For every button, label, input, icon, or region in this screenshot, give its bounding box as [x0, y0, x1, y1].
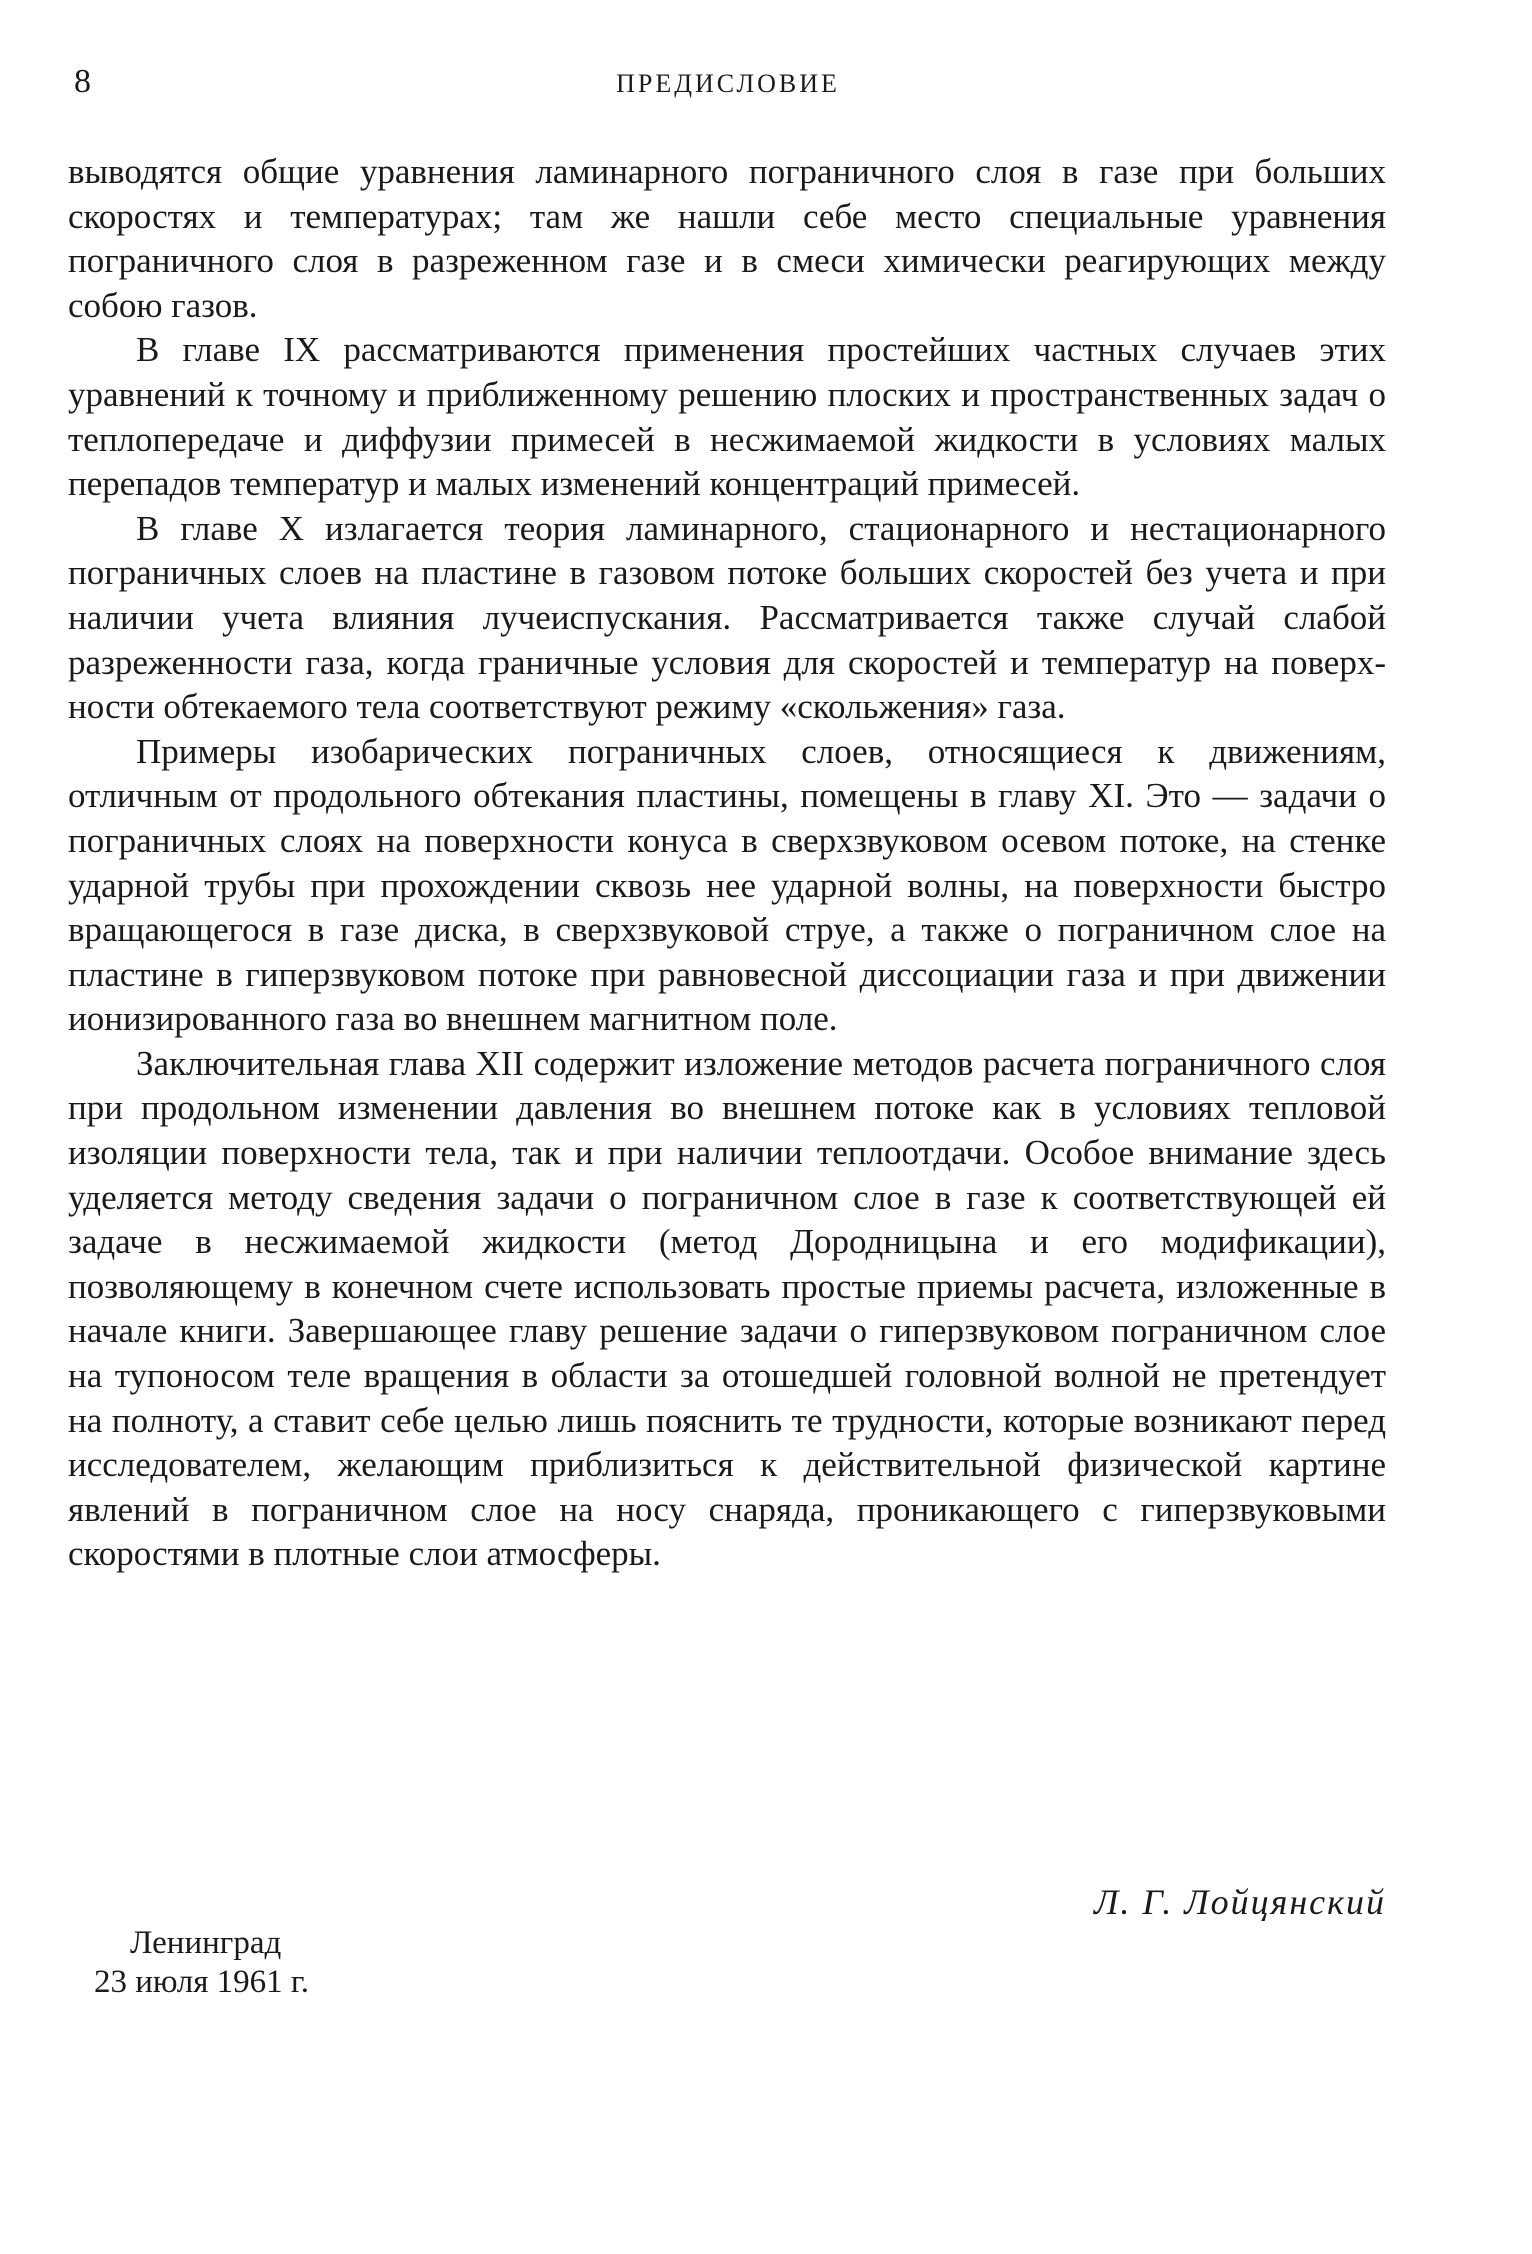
author-signature: Л. Г. Лойцянский	[1094, 1882, 1386, 1922]
running-title: ПРЕДИСЛОВИЕ	[616, 69, 840, 98]
body-text	[68, 150, 1386, 1577]
paragraph-continuation: выводятся общие уравнения ламинарного пограничного слоя в газе при больших скоростях и температурах; там же нашли себе место специальные уравнения пограничного слоя в разреженном газе и в смеси химически реагирующих между собою газов.	[68, 152, 1386, 325]
paragraph-chapter-11: Примеры изобарических пограничных слоев, относящиеся к движениям, отличным от продольного обтекания пластины, помещены в главу XI. Это — задачи о пограничных слоях на поверхности конуса в сверхзвуковом осевом потоке, на стенке ударной трубы при прохождении сквозь нее ударной волны, на поверхности быстро вращающегося в газе диска, в сверхзвуковой струе, а также о пограничном слое на пластине в гиперзвуковом потоке при равновесной диссоциации газа и при движении ионизированного газа во внешнем магнитном поле.	[68, 731, 1386, 1039]
date-line: 23 июля 1961 г.	[94, 1964, 309, 2000]
place-line: Ленинград	[130, 1925, 282, 1961]
paragraph-chapter-10: В главе X излагается теория ламинарного, стационарного и нестационарного пограничных слоев на пластине в газовом потоке больших скоростей без учета и при наличии учета влияния лучеиспускания. Рассматривается также случай слабой разреженности газа, когда граничные условия для скоростей и температур на поверхности обтекаемого тела соответствуют режиму «скольжения» газа.	[68, 508, 1386, 727]
paragraph-chapter-9: В главе IX рассматриваются применения простейших частных случаев этих уравнений к точному и приближенному решению плоских и пространственных задач о теплопередаче и диффузии примесей в несжимаемой жидкости в условиях малых перепадов температур и малых изменений концентраций примесей.	[68, 330, 1386, 504]
page-number: 8	[74, 63, 91, 100]
running-head	[74, 62, 1382, 102]
paragraph-chapter-12: Заключительная глава XII содержит изложение методов расчета пограничного слоя при продольном изменении давления во внешнем потоке как в условиях тепловой изоляции поверхности тела, так и при наличии теплоотдачи. Особое внимание здесь уделяется методу сведения задачи о пограничном слое в газе к соответствующей ей задаче в несжимаемой жидкости (метод Дородницына и его модификации), позволяющему в конечном счете использовать простые приемы расчета, изложенные в начале книги. Завершающее главу решение задачи о гиперзвуковом пограничном слое на тупоносом теле вращения в области за отошедшей головной волной не претендует на полноту, а ставит себе целью лишь пояснить те трудности, которые возникают перед исследователем, желающим приблизиться к действительной физической картине явлений в пограничном слое на носу снаряда, проникающего с гиперзвуковыми скоростями в плотные слои атмосферы.	[68, 1043, 1386, 1574]
